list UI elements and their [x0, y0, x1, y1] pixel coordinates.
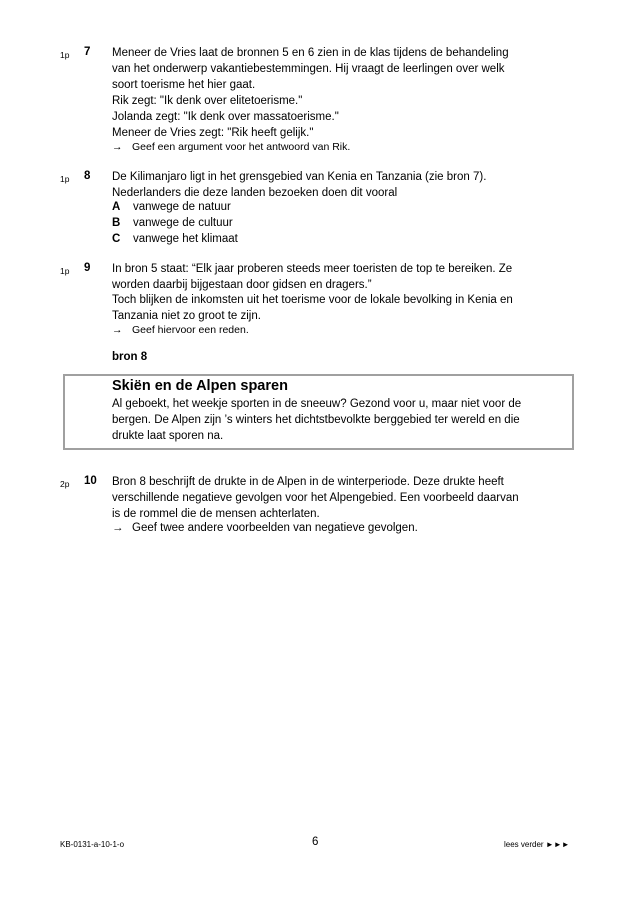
instruction-text: Geef een argument voor het antwoord van Rik. — [132, 141, 351, 153]
source-text-line: drukte laat sporen na. — [112, 430, 224, 442]
question-text-line: is de rommel die de mensen achterlaten. — [112, 508, 320, 520]
question-number: 10 — [84, 475, 97, 487]
source-text-line: Al geboekt, het weekje sporten in de sneeuw? Gezond voor u, maar niet voor de — [112, 398, 522, 410]
question-text-line: Nederlanders die deze landen bezoeken doen dit vooral — [112, 187, 398, 199]
question-text-line: verschillende negatieve gevolgen voor het Alpengebied. Een voorbeeld daarvan — [112, 492, 519, 504]
instruction-line — [112, 324, 249, 336]
instruction-line — [112, 522, 418, 534]
question-text-line: Meneer de Vries laat de bronnen 5 en 6 zien in de klas tijdens de behandeling — [112, 47, 509, 59]
question-points: 1p — [60, 174, 70, 184]
option-letter-b: B — [112, 217, 121, 229]
question-points: 2p — [60, 479, 70, 489]
question-text-line: Tanzania niet zo groot te zijn. — [112, 310, 261, 322]
question-text-line: Rik zegt: "Ik denk over elitetoerisme." — [112, 95, 303, 107]
instruction-text: Geef hiervoor een reden. — [132, 324, 249, 336]
source-label: bron 8 — [112, 351, 148, 363]
source-title: Skiën en de Alpen sparen — [112, 378, 288, 394]
question-points: 1p — [60, 266, 70, 276]
question-text-line: soort toerisme het hier gaat. — [112, 79, 256, 91]
instruction-line — [112, 141, 350, 153]
arrow-right-icon: → — [112, 141, 123, 153]
source-text-line: bergen. De Alpen zijn ’s winters het dichtstbevolkte berggebied ter wereld en die — [112, 414, 520, 426]
option-text-c: vanwege het klimaat — [133, 233, 238, 245]
page-number: 6 — [312, 836, 319, 848]
continue-indicator: lees verder ►►► — [504, 840, 570, 849]
question-text-line: Jolanda zegt: "Ik denk over massatoerisme." — [112, 111, 339, 123]
question-text-line: Bron 8 beschrijft de drukte in de Alpen in de winterperiode. Deze drukte heeft — [112, 476, 504, 488]
arrow-right-icon: → — [112, 324, 123, 336]
question-text-line: worden daarbij bijgestaan door gidsen en dragers.” — [112, 279, 372, 291]
question-text-line: Toch blijken de inkomsten uit het toerisme voor de lokale bevolking in Kenia en — [112, 294, 513, 306]
question-number: 8 — [84, 170, 91, 182]
option-letter-c: C — [112, 233, 121, 245]
question-points: 1p — [60, 50, 70, 60]
question-text-line: Meneer de Vries zegt: "Rik heeft gelijk." — [112, 127, 314, 139]
question-text-line: van het onderwerp vakantiebestemmingen. Hij vraagt de leerlingen over welk — [112, 63, 505, 75]
question-text-line: De Kilimanjaro ligt in het grensgebied van Kenia en Tanzania (zie bron 7). — [112, 171, 487, 183]
option-letter-a: A — [112, 201, 121, 213]
instruction-text: Geef twee andere voorbeelden van negatieve gevolgen. — [132, 522, 418, 534]
arrow-right-icon: → — [112, 522, 124, 534]
option-text-b: vanwege de cultuur — [133, 217, 233, 229]
question-number: 9 — [84, 262, 91, 274]
question-text-line: In bron 5 staat: “Elk jaar proberen steeds meer toeristen de top te bereiken. Ze — [112, 263, 513, 275]
question-number: 7 — [84, 46, 91, 58]
option-text-a: vanwege de natuur — [133, 201, 231, 213]
exam-code: KB-0131-a-10-1-o — [60, 840, 125, 849]
